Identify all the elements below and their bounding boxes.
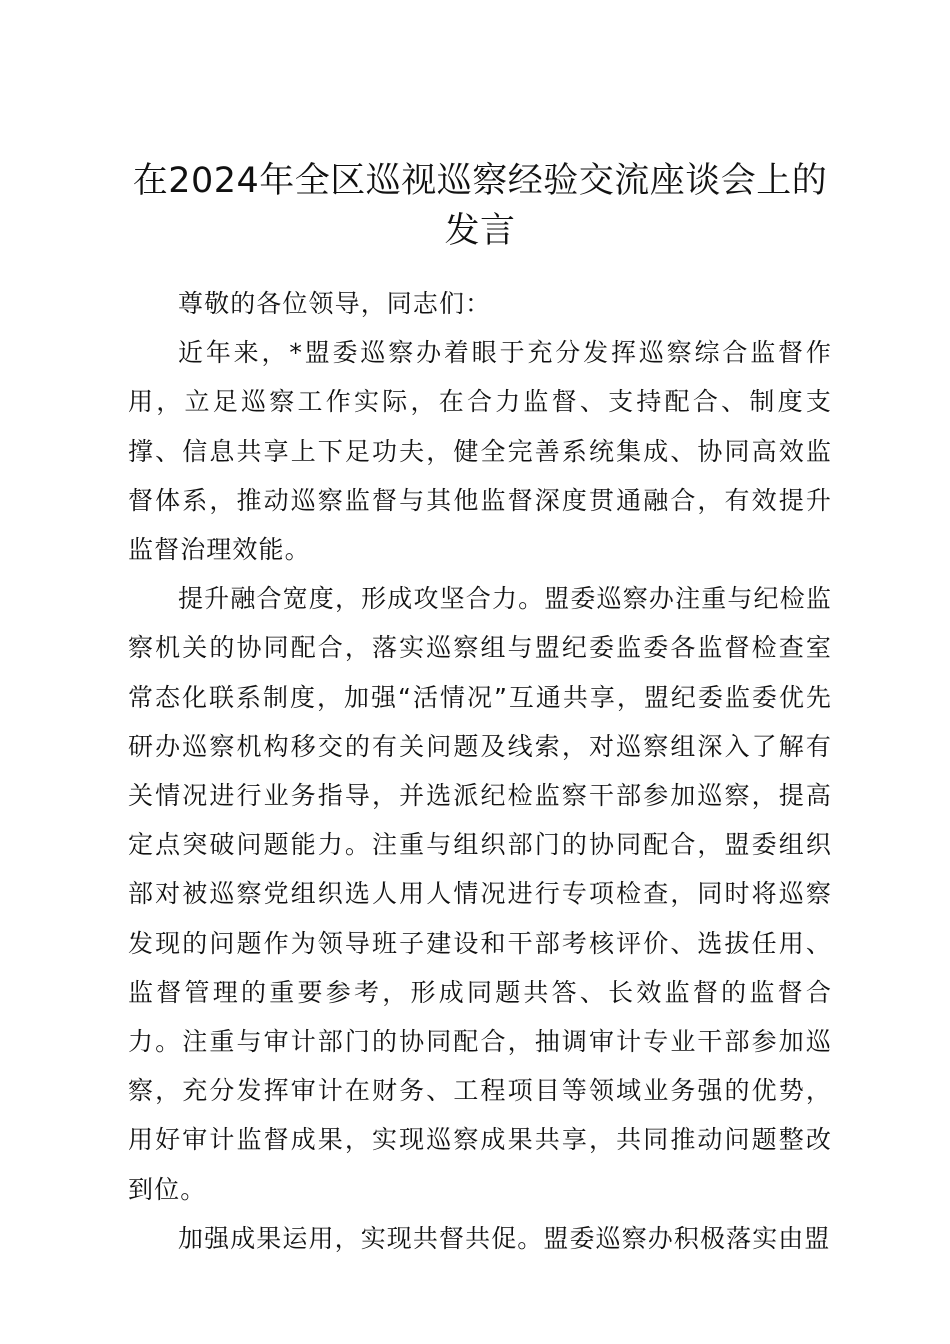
salutation: 尊敬的各位领导，同志们：	[178, 289, 492, 318]
document-title	[110, 156, 850, 256]
title-line-1: 在2024年全区巡视巡察经验交流座谈会上的	[132, 161, 828, 201]
paragraph-results: 加强成果运用，实现共督共促。盟委巡察办积极落实由盟	[178, 1223, 831, 1253]
title-line-2: 发言	[444, 211, 516, 251]
document-body	[128, 279, 832, 1263]
paragraph-integration: 提升融合宽度，形成攻坚合力。盟委巡察办注重与纪检监察机关的协同配合，落实巡察组与盟纪委监委各监督检查室常态化联系制度，加强“活情况”互通共享，盟纪委监委优先研办巡察机构移交的有关问题及线索，对巡察组深入了解有关情况进行业务指导，并选派纪检监察干部参加巡察，提高定点突破问题能力。注重与组织部门的协同配合，盟委组织部对被巡察党组织选人用人情况进行专项检查，同时将巡察发现的问题作为领导班子建设和干部考核评价、选拔任用、监督管理的重要参考，形成同题共答、长效监督的监督合力。注重与审计部门的协同配合，抽调审计专业干部参加巡察，充分发挥审计在财务、工程项目等领域业务强的优势，用好审计监督成果，实现巡察成果共享，共同推动问题整改到位。	[128, 584, 832, 1204]
paragraph-intro: 近年来，*盟委巡察办着眼于充分发挥巡察综合监督作用，立足巡察工作实际，在合力监督、支持配合、制度支撑、信息共享上下足功夫，健全完善系统集成、协同高效监督体系，推动巡察监督与其他监督深度贯通融合，有效提升监督治理效能。	[128, 338, 832, 565]
